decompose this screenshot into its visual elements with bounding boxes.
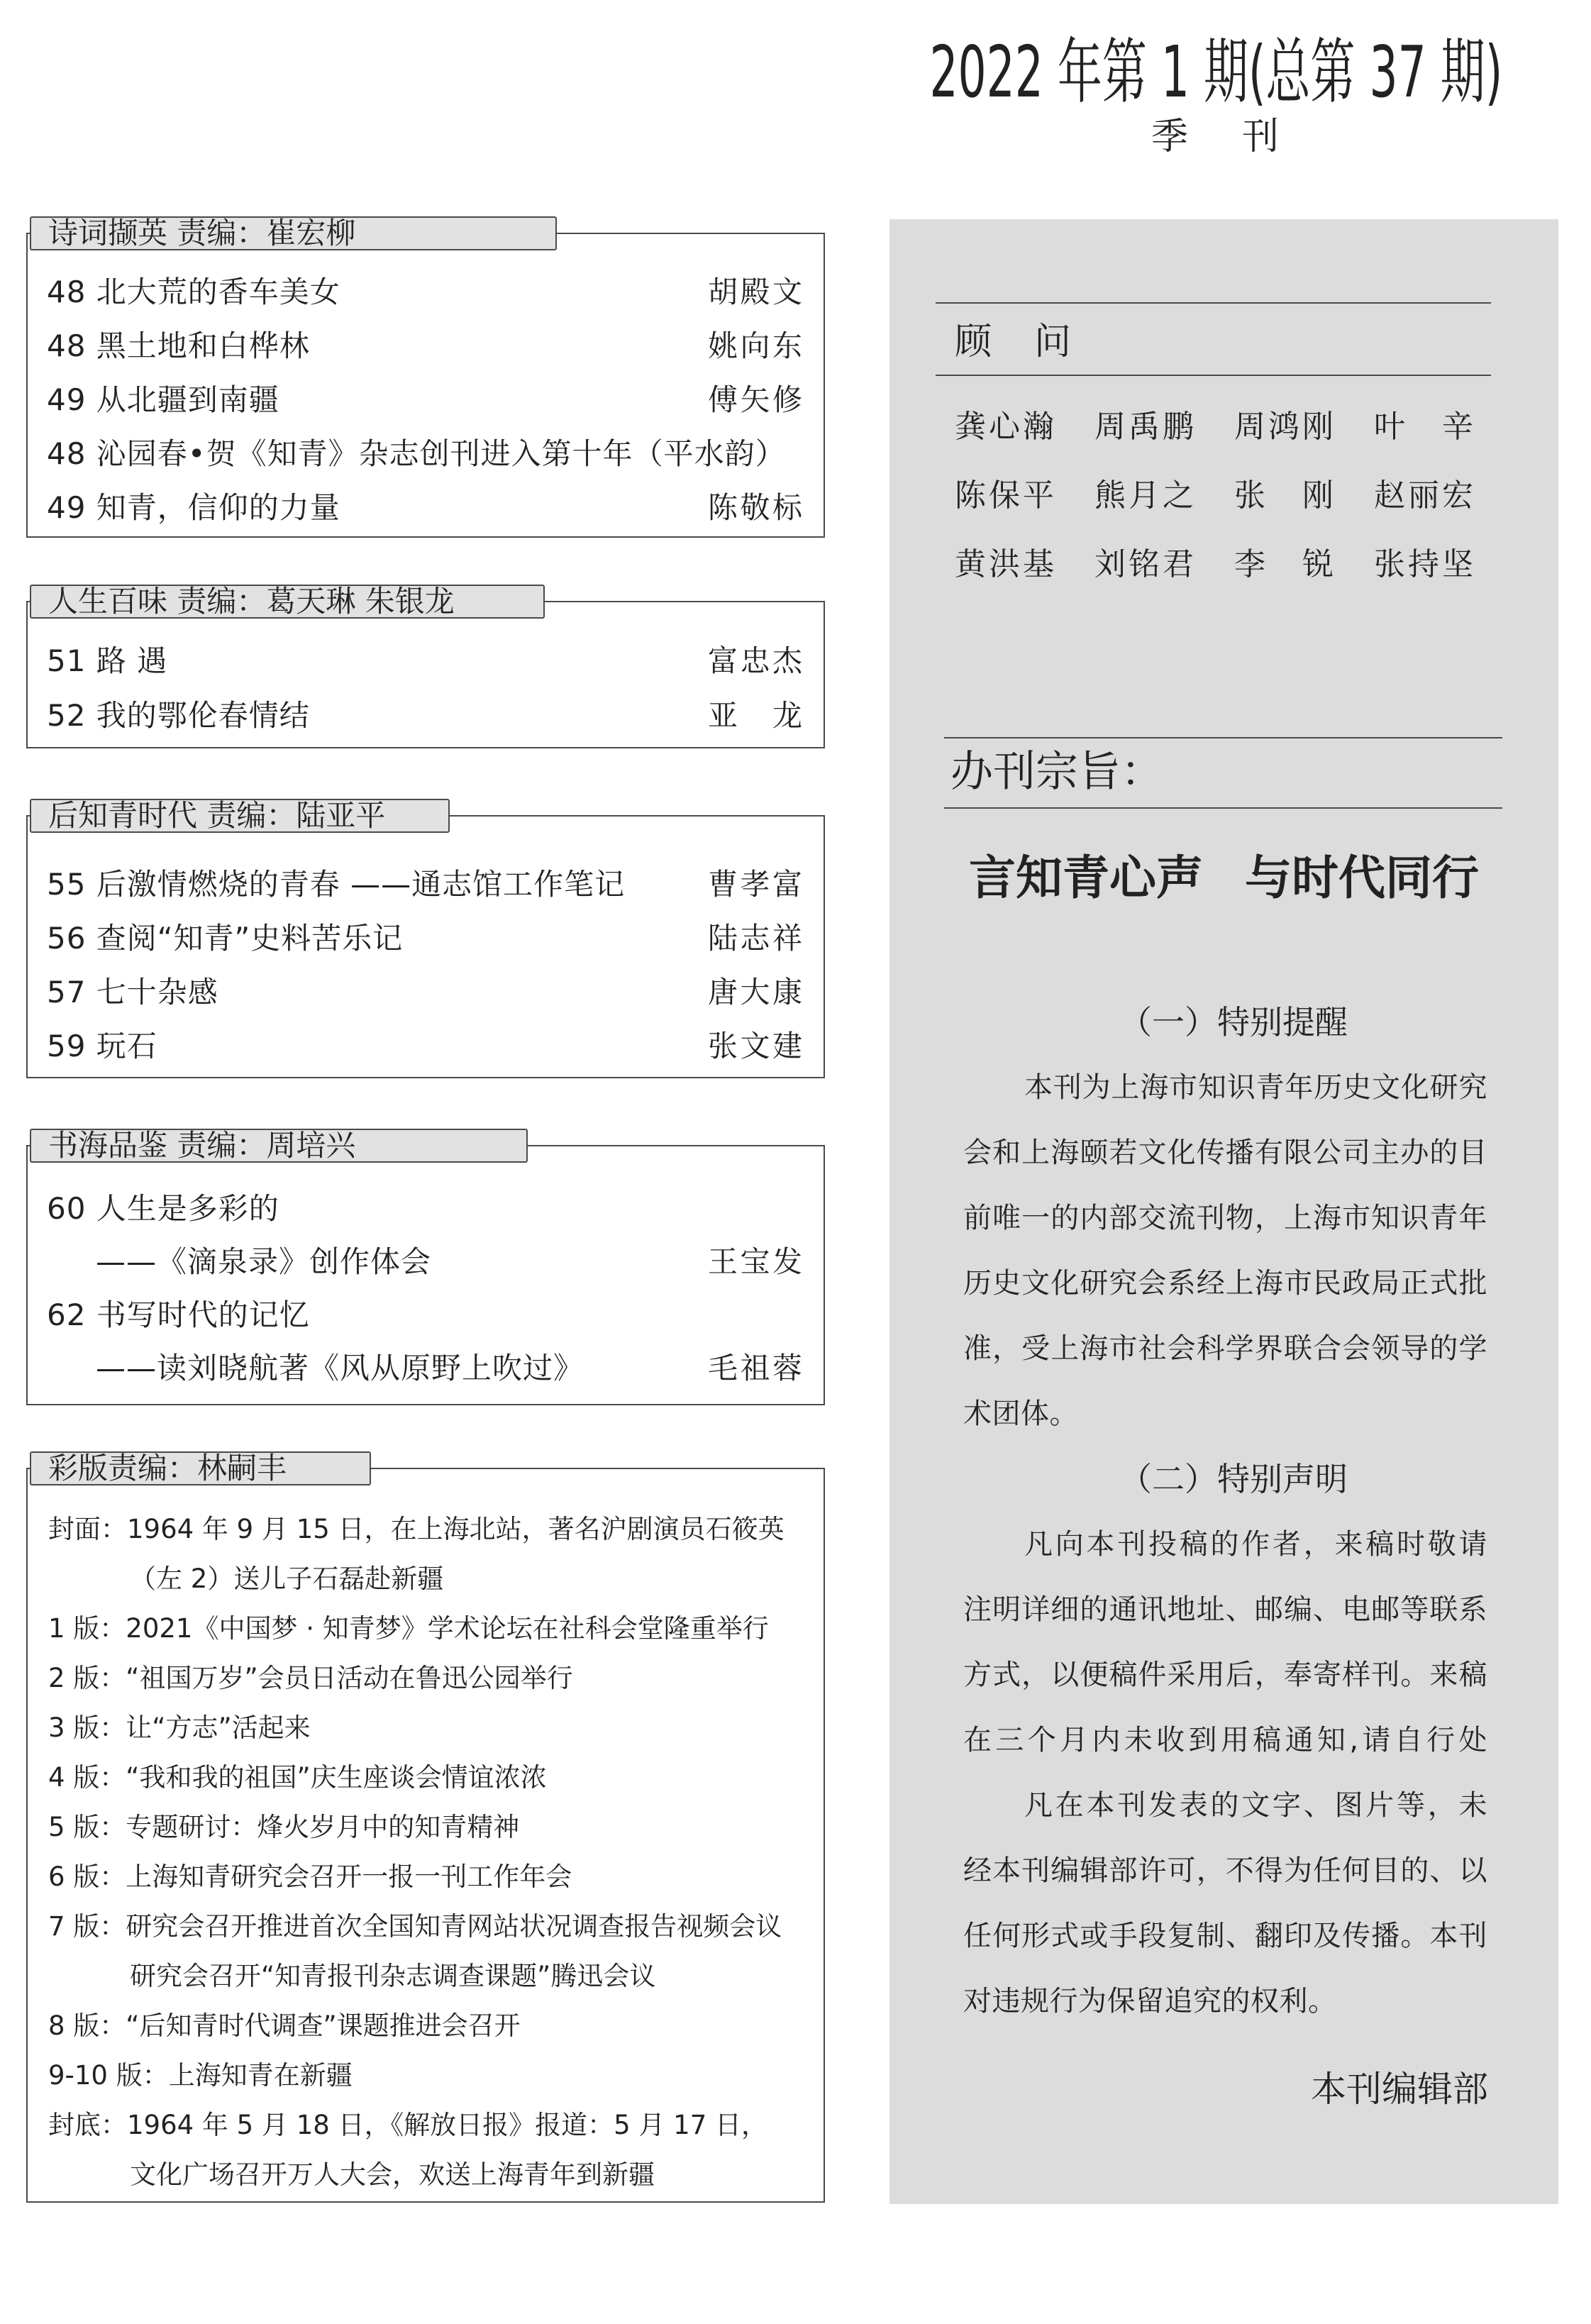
notice-heading: （二）特别声明	[1119, 1460, 1348, 1498]
advisor-name: 刘铭君	[1094, 546, 1194, 582]
toc-item-title: 封底：1964 年 5 月 18 日，《解放日报》报道：5 月 17 日，	[48, 2110, 767, 2140]
notices	[889, 990, 1558, 2122]
toc-item	[48, 1899, 820, 1949]
toc-item-title: 59 玩石	[47, 1029, 157, 1063]
toc-item-title: 55 后激情燃烧的青春 ——通志馆工作笔记	[47, 867, 626, 902]
section-tab-color-pages: 彩版责编：林嗣丰	[30, 1451, 371, 1485]
toc-item	[47, 425, 803, 479]
toc-item	[47, 963, 803, 1017]
toc-item-continuation	[48, 1949, 820, 1998]
motto: 言知青心声 与时代同行	[969, 851, 1479, 905]
toc-item-title: 3 版：让“方志”活起来	[48, 1712, 311, 1743]
toc-item-author: 毛祖蓉	[708, 1350, 803, 1385]
toc-item-title: 2 版：“祖国万岁”会员日活动在鲁迅公园举行	[48, 1663, 573, 1693]
toc-item-title: 49 从北疆到南疆	[47, 382, 279, 417]
toc-item-subtitle	[47, 1233, 803, 1286]
toc-item-title: 49 知青，信仰的力量	[47, 490, 340, 525]
toc-item-title: 62 书写时代的记忆	[47, 1297, 310, 1332]
toc-item-continuation	[48, 1551, 820, 1601]
notice-line: 在三个月内未收到用稿通知,请自行处	[963, 1724, 1487, 1756]
toc-section-poetry	[26, 216, 825, 538]
toc-item-title: 52 我的鄂伦春情结	[47, 697, 310, 733]
rule-line	[936, 302, 1491, 304]
advisors-grid	[955, 406, 1514, 612]
toc-item-author: 唐大康	[708, 975, 803, 1009]
toc-section-color-pages	[26, 1451, 825, 2203]
toc-item	[48, 1700, 820, 1750]
advisor-name: 龚心瀚	[955, 409, 1054, 445]
toc-item	[47, 856, 803, 909]
toc-item-title: 5 版：专题研讨：烽火岁月中的知青精神	[48, 1812, 520, 1842]
toc-item-list	[28, 263, 824, 536]
advisor-name: 周鸿刚	[1234, 409, 1334, 445]
notice-line: 术团体。	[963, 1398, 1078, 1430]
toc-item	[47, 371, 803, 425]
notice-line: 注明详细的通讯地址、邮编、电邮等联系	[963, 1593, 1487, 1626]
toc-section-post-zhiqing-era	[26, 799, 825, 1078]
toc-item-list	[28, 856, 824, 1077]
toc-item	[47, 1017, 803, 1071]
rule-line	[944, 737, 1502, 738]
notice-line: 凡向本刊投稿的作者，来稿时敬请	[1024, 1528, 1487, 1561]
notice-line: 准，受上海市社会科学界联合会领导的学	[963, 1332, 1487, 1365]
toc-item	[48, 1800, 820, 1849]
toc-item-author: 陆志祥	[708, 921, 803, 956]
toc-item-title: 51 路 遇	[47, 643, 168, 678]
toc-item-title: 9-10 版：上海知青在新疆	[48, 2060, 353, 2091]
toc-item-title: 1 版：2021《中国梦 · 知青梦》学术论坛在社科会堂隆重举行	[48, 1613, 769, 1644]
advisor-name: 陈保平	[955, 477, 1054, 514]
toc-item-title: 48 黑土地和白桦林	[47, 328, 310, 363]
toc-item-title: 研究会召开“知青报刊杂志调查课题”腾迅会议	[130, 1961, 656, 1991]
advisor-name: 赵丽宏	[1374, 477, 1473, 514]
advisor-name: 周禹鹏	[1094, 409, 1194, 445]
toc-item	[48, 1502, 820, 1551]
toc-item-title: 7 版：研究会召开推进首次全国知青网站状况调查报告视频会议	[48, 1911, 782, 1942]
section-tab-life: 人生百味 责编：葛天琳 朱银龙	[30, 585, 545, 619]
toc-item	[47, 686, 803, 741]
notice-line: 任何形式或手段复制、翻印及传播。本刊	[963, 1920, 1487, 1952]
rule-line	[936, 375, 1491, 376]
advisor-name: 熊月之	[1094, 477, 1194, 514]
toc-item	[48, 2048, 820, 2098]
advisor-name: 张持坚	[1374, 546, 1473, 582]
toc-item-subtitle	[47, 1339, 803, 1393]
toc-item-title: 48 北大荒的香车美女	[47, 275, 340, 309]
toc-item-title: 60 人生是多彩的	[47, 1190, 279, 1226]
purpose-label: 办刊宗旨：	[950, 747, 1163, 797]
toc-item-title: 6 版：上海知青研究会召开一报一刊工作年会	[48, 1861, 572, 1892]
toc-item-title: ——《滴泉录》创作体会	[96, 1244, 432, 1279]
toc-item	[48, 1601, 820, 1651]
notice-line: 凡在本刊发表的文字、图片等，未	[1024, 1789, 1487, 1822]
toc-item-title: 文化广场召开万人大会，欢送上海青年到新疆	[130, 2159, 655, 2190]
notice-line: 经本刊编辑部许可，不得为任何目的、以	[963, 1854, 1487, 1887]
toc-item	[48, 1651, 820, 1700]
toc-item-title: 56 查阅“知青”史料苦乐记	[47, 921, 404, 956]
toc-item-author: 富忠杰	[708, 643, 803, 678]
toc-item-author: 姚向东	[708, 328, 803, 363]
advisor-name: 张 刚	[1234, 477, 1334, 514]
toc-item	[47, 317, 803, 371]
toc-item-title: 48 沁园春•贺《知青》杂志创刊进入第十年（平水韵）	[47, 436, 786, 471]
toc-item	[47, 479, 803, 533]
section-tab-post-zhiqing-era: 后知青时代 责编：陆亚平	[30, 799, 450, 833]
toc-item-title: ——读刘晓航著《风从原野上吹过》	[96, 1350, 584, 1385]
advisor-name: 叶 辛	[1374, 409, 1473, 445]
toc-item-list	[28, 631, 824, 747]
toc-item-list	[28, 1180, 824, 1404]
toc-section-life	[26, 585, 825, 748]
toc-item-author: 傅矢修	[708, 382, 803, 417]
info-panel	[889, 219, 1558, 2204]
advisor-name: 黄洪基	[955, 546, 1054, 582]
notice-heading: （一）特别提醒	[1119, 1003, 1348, 1041]
toc-item-author: 陈敬标	[708, 490, 803, 525]
toc-item	[47, 909, 803, 963]
notice-line: 前唯一的内部交流刊物，上海市知识青年	[963, 1202, 1487, 1234]
advisor-name: 李 锐	[1234, 546, 1334, 582]
rule-line	[944, 807, 1502, 809]
frequency-label: 季 刊	[1151, 116, 1279, 158]
toc-item-author: 胡殿文	[708, 275, 803, 309]
toc-item-continuation	[48, 2147, 820, 2197]
toc-item-author: 曹孝富	[708, 867, 803, 902]
toc-item-title: 封面：1964 年 9 月 15 日，在上海北站，著名沪剧演员石筱英	[48, 1514, 785, 1544]
toc-item-title: （左 2）送儿子石磊赴新疆	[130, 1564, 444, 1594]
toc-item	[47, 263, 803, 317]
toc-item-author: 王宝发	[708, 1244, 803, 1279]
notice-line: 本刊为上海市知识青年历史文化研究	[1024, 1071, 1487, 1104]
notice-line: 历史文化研究会系经上海市民政局正式批	[963, 1267, 1487, 1300]
toc-item	[48, 1849, 820, 1899]
toc-item-author: 张文建	[708, 1029, 803, 1063]
toc-item	[47, 1180, 803, 1233]
toc-section-book-review	[26, 1129, 825, 1405]
toc-item	[48, 2098, 820, 2147]
toc-item	[48, 1750, 820, 1800]
notice-line: 方式，以便稿件采用后，奉寄样刊。来稿	[963, 1659, 1487, 1691]
section-tab-book-review: 书海品鉴 责编：周培兴	[30, 1129, 528, 1163]
notice-line: 对违规行为保留追究的权利。	[963, 1985, 1337, 2018]
toc-item	[48, 1998, 820, 2048]
section-tab-poetry: 诗词撷英 责编：崔宏柳	[30, 216, 557, 250]
toc-item-title: 4 版：“我和我的祖国”庆生座谈会情谊浓浓	[48, 1762, 547, 1793]
toc-item	[47, 631, 803, 686]
toc-item-author: 亚 龙	[708, 697, 803, 733]
toc-item-title: 57 七十杂感	[47, 975, 218, 1009]
toc-item-list	[28, 1502, 824, 2201]
toc-item-title: 8 版：“后知青时代调查”课题推进会召开	[48, 2010, 521, 2041]
editorial-signature: 本刊编辑部	[1311, 2069, 1488, 2110]
notice-line: 会和上海颐若文化传播有限公司主办的目	[963, 1136, 1487, 1169]
issue-title: 2022 年第 1 期(总第 37 期)	[929, 31, 1502, 114]
toc-item	[47, 1286, 803, 1339]
advisors-label: 顾 问	[955, 321, 1071, 363]
